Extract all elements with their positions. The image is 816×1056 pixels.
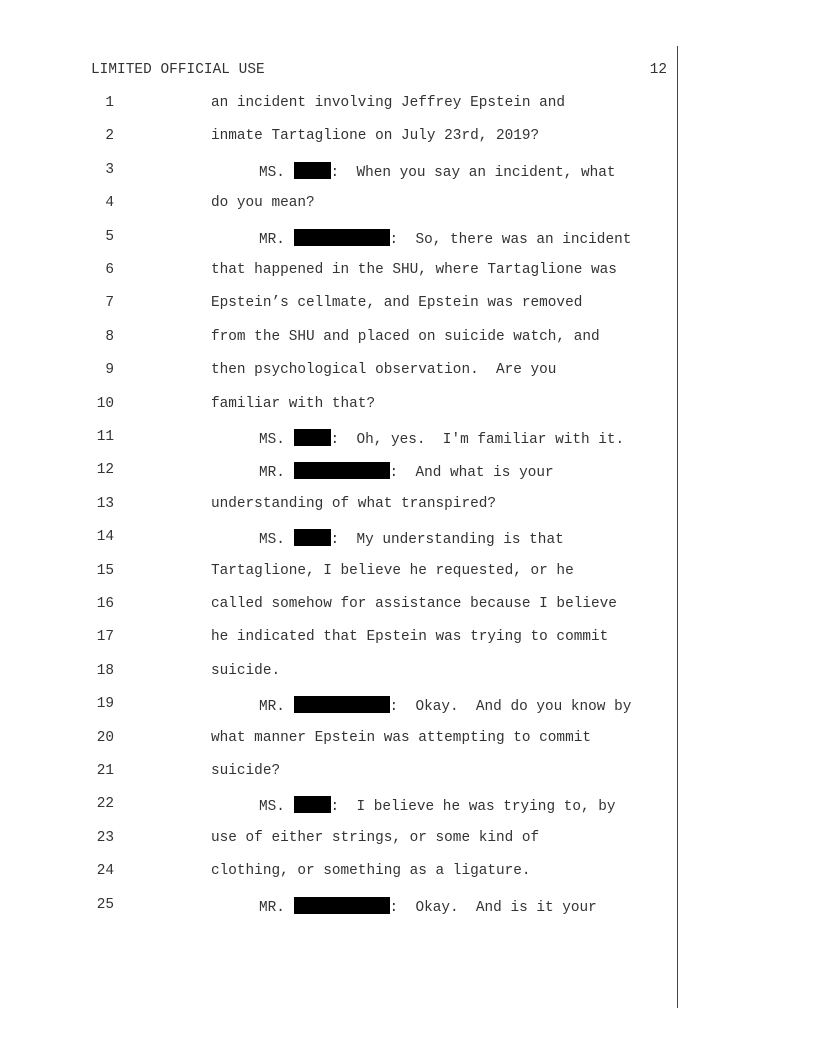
redaction-box <box>294 796 331 813</box>
line-number: 11 <box>96 429 114 445</box>
line-body: understanding of what transpired? <box>211 495 496 512</box>
speaker-line-text <box>259 529 564 548</box>
line-number: 10 <box>96 395 114 412</box>
line-text <box>211 763 280 779</box>
transcript-line <box>0 128 700 150</box>
speaker-line-text <box>259 796 616 815</box>
page-number: 12 <box>649 62 667 78</box>
line-body: familiar with that? <box>211 395 376 412</box>
line-number: 12 <box>96 462 114 479</box>
transcript-line <box>0 897 700 919</box>
line-body: : When you say an incident, what <box>330 164 616 181</box>
speaker-title: MR. <box>259 899 294 916</box>
line-body: : My understanding is that <box>330 532 564 549</box>
transcript-line <box>0 529 700 551</box>
redaction-box <box>294 897 390 914</box>
line-body: : Okay. And is it your <box>389 899 597 916</box>
line-text <box>211 563 574 579</box>
speaker-line-text <box>259 429 624 448</box>
transcript-line <box>0 563 700 585</box>
line-number: 6 <box>105 262 114 278</box>
header-classification: LIMITED OFFICIAL USE <box>91 62 265 78</box>
line-number: 24 <box>96 863 114 880</box>
transcript-line <box>0 663 700 685</box>
transcript-line <box>0 496 700 518</box>
line-number: 21 <box>96 763 114 779</box>
redaction-box <box>294 229 390 246</box>
line-number: 20 <box>96 729 114 746</box>
line-text <box>211 195 315 211</box>
transcript-line <box>0 195 700 217</box>
speaker-title: MS. <box>259 164 294 181</box>
redaction-box <box>294 162 331 179</box>
line-body: suicide. <box>211 662 281 679</box>
transcript-line <box>0 396 700 418</box>
line-body: use of either strings, or some kind of <box>211 829 540 846</box>
speaker-title: MS. <box>259 432 294 448</box>
line-body: : So, there was an incident <box>389 231 632 248</box>
line-number: 22 <box>96 796 114 813</box>
transcript-line <box>0 95 700 117</box>
line-body: an incident involving Jeffrey Epstein and <box>211 95 566 111</box>
line-text <box>211 863 531 879</box>
speaker-title: MR. <box>259 465 294 482</box>
speaker-title: MS. <box>259 799 294 816</box>
speaker-line-text <box>259 162 616 181</box>
line-text <box>211 262 617 278</box>
speaker-line-text <box>259 462 554 481</box>
transcript-line <box>0 763 700 785</box>
line-body: called somehow for assistance because I believe <box>211 596 617 612</box>
transcript-line <box>0 462 700 484</box>
line-body: what manner Epstein was attempting to commit <box>211 729 591 746</box>
line-number: 19 <box>96 696 114 713</box>
line-text <box>211 329 600 345</box>
transcript-line <box>0 229 700 251</box>
line-body: from the SHU and placed on suicide watch, and <box>211 328 600 345</box>
line-body: : Oh, yes. I'm familiar with it. <box>330 432 625 448</box>
line-number: 15 <box>96 562 114 579</box>
line-text <box>211 295 582 311</box>
line-text <box>211 396 375 412</box>
line-number: 4 <box>105 195 114 212</box>
line-body: : And what is your <box>389 465 554 482</box>
line-text <box>211 830 539 846</box>
line-number: 5 <box>105 228 114 245</box>
line-text <box>211 730 591 746</box>
speaker-title: MS. <box>259 532 294 549</box>
line-text <box>211 496 496 512</box>
transcript-line <box>0 295 700 317</box>
line-text <box>211 663 280 679</box>
line-text <box>211 362 556 378</box>
line-body: : I believe he was trying to, by <box>330 799 616 816</box>
line-number: 17 <box>96 629 114 646</box>
line-number: 2 <box>105 128 114 145</box>
transcript-line <box>0 796 700 818</box>
speaker-title: MR. <box>259 699 294 716</box>
line-body: Tartaglione, I believe he requested, or he <box>211 562 574 579</box>
line-body: Epstein’s cellmate, and Epstein was removed <box>211 295 583 312</box>
line-number: 8 <box>105 328 114 345</box>
transcript-line <box>0 830 700 852</box>
line-number: 13 <box>96 495 114 512</box>
line-text <box>211 95 565 111</box>
transcript-line <box>0 429 700 451</box>
line-number: 18 <box>96 662 114 679</box>
line-body: clothing, or something as a ligature. <box>211 863 531 880</box>
line-body: do you mean? <box>211 195 315 212</box>
line-number: 3 <box>105 161 114 178</box>
transcript-line <box>0 362 700 384</box>
line-text <box>211 128 539 144</box>
line-number: 16 <box>96 596 114 612</box>
line-text <box>211 629 608 645</box>
transcript-line <box>0 629 700 651</box>
line-number: 1 <box>105 95 114 111</box>
line-text <box>211 596 617 612</box>
line-body: that happened in the SHU, where Tartaglione was <box>211 262 617 278</box>
line-number: 7 <box>105 295 114 312</box>
transcript-line <box>0 863 700 885</box>
redaction-box <box>294 462 390 479</box>
line-body: : Okay. And do you know by <box>389 699 632 716</box>
transcript-line <box>0 696 700 718</box>
line-number: 25 <box>96 896 114 913</box>
speaker-line-text <box>259 696 631 715</box>
line-body: inmate Tartaglione on July 23rd, 2019? <box>211 128 540 145</box>
redaction-box <box>294 696 390 713</box>
speaker-title: MR. <box>259 231 294 248</box>
transcript-line <box>0 329 700 351</box>
transcript-line <box>0 730 700 752</box>
transcript-line <box>0 162 700 184</box>
line-number: 14 <box>96 529 114 546</box>
line-number: 9 <box>105 362 114 379</box>
transcript-line <box>0 596 700 618</box>
redaction-box <box>294 529 331 546</box>
speaker-line-text <box>259 229 631 248</box>
line-body: suicide? <box>211 763 281 779</box>
redaction-box <box>294 429 331 446</box>
line-body: he indicated that Epstein was trying to commit <box>211 629 609 646</box>
line-number: 23 <box>96 829 114 846</box>
transcript-line <box>0 262 700 284</box>
line-body: then psychological observation. Are you <box>211 362 557 379</box>
speaker-line-text <box>259 897 597 916</box>
